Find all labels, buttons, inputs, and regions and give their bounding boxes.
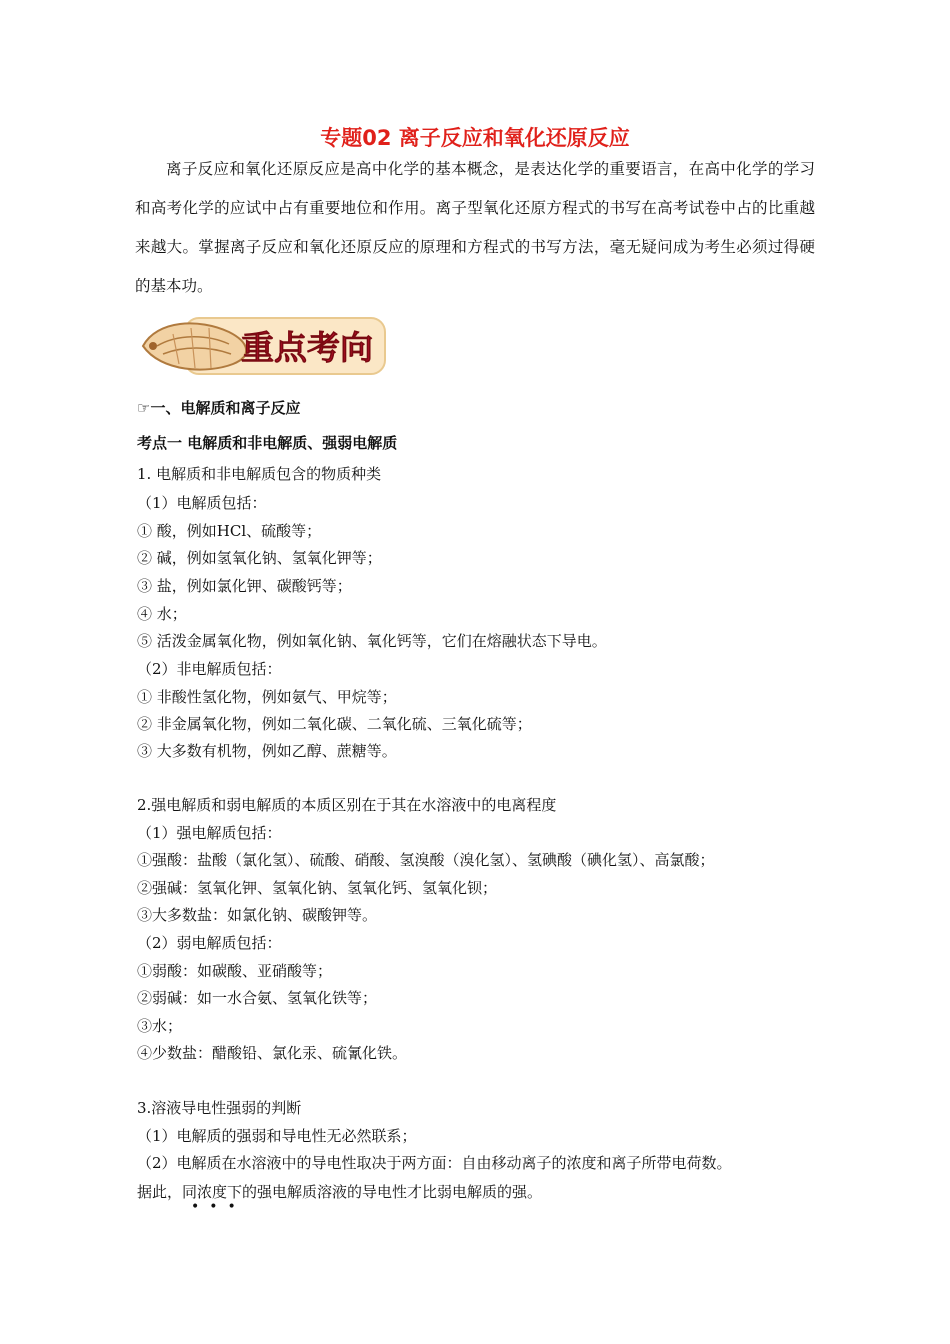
emphasis-dots: ••• xyxy=(191,1199,246,1215)
focus-badge xyxy=(137,312,389,380)
page-title: 专题02 离子反应和氧化还原反应 xyxy=(320,126,630,150)
list-item: ②强碱：氢氧化钾、氢氧化钠、氢氧化钙、氢氧化钡； xyxy=(137,879,498,897)
list-item: （2）电解质在水溶液中的导电性取决于两方面：自由移动离子的浓度和离子所带电荷数。 xyxy=(137,1154,732,1172)
kaodian-heading: 考点一 电解质和非电解质、强弱电解质 xyxy=(137,434,398,452)
list-item: 2.强电解质和弱电解质的本质区别在于其在水溶液中的电离程度 xyxy=(137,796,557,814)
intro-paragraph: 离子反应和氧化还原反应是高中化学的基本概念，是表达化学的重要语言，在高中化学的学习和高考化学的应试中占有重要地位和作用。离子型氧化还原方程式的书写在高考试卷中占的比重越来越大。掌握离子反应和氧化还原反应的原理和方程式的书写方法，毫无疑问成为考生必须过得硬的基本功。 xyxy=(135,160,815,295)
list-item: ③水； xyxy=(137,1017,183,1035)
section-heading: ☞一、电解质和离子反应 xyxy=(137,399,301,417)
list-item: ①弱酸：如碳酸、亚硝酸等； xyxy=(137,962,333,980)
list-item: ③ 大多数有机物，例如乙醇、蔗糖等。 xyxy=(137,742,397,760)
list-item: ①强酸：盐酸（氯化氢）、硫酸、硝酸、氢溴酸（溴化氢）、氢碘酸（碘化氢）、高氯酸； xyxy=(137,851,715,869)
list-item: ② 碱，例如氢氧化钠、氢氧化钾等； xyxy=(137,549,382,567)
list-item: ④少数盐：醋酸铅、氯化汞、硫氰化铁。 xyxy=(137,1044,408,1062)
badge-text: 重点考向 xyxy=(241,328,373,367)
list-item: 据此，同浓度下的强电解质溶液的导电性才比弱电解质的强。 xyxy=(137,1183,543,1201)
list-item: ① 酸，例如HCl、硫酸等； xyxy=(137,522,322,540)
list-item: ④ 水； xyxy=(137,605,187,623)
list-item: （2）弱电解质包括： xyxy=(137,934,282,952)
list-item: ③大多数盐：如氯化钠、碳酸钾等。 xyxy=(137,906,378,924)
list-item: ②弱碱：如一水合氨、氢氧化铁等； xyxy=(137,989,378,1007)
list-item: （2）非电解质包括： xyxy=(137,660,282,678)
list-item: （1）电解质的强弱和导电性无必然联系； xyxy=(137,1127,417,1145)
list-item: ② 非金属氧化物，例如二氧化碳、二氧化硫、三氧化硫等； xyxy=(137,715,532,733)
list-item: ⑤ 活泼金属氧化物，例如氧化钠、氧化钙等，它们在熔融状态下导电。 xyxy=(137,632,607,650)
list-item: 3.溶液导电性强弱的判断 xyxy=(137,1099,302,1117)
list-item: ③ 盐，例如氯化钾、碳酸钙等； xyxy=(137,577,352,595)
list-item: 1. 电解质和非电解质包含的物质种类 xyxy=(137,465,382,483)
list-item: （1）强电解质包括： xyxy=(137,824,282,842)
list-item: （1）电解质包括： xyxy=(137,494,267,512)
list-item: ① 非酸性氢化物，例如氨气、甲烷等； xyxy=(137,688,397,706)
shell-banner-icon xyxy=(137,312,389,380)
